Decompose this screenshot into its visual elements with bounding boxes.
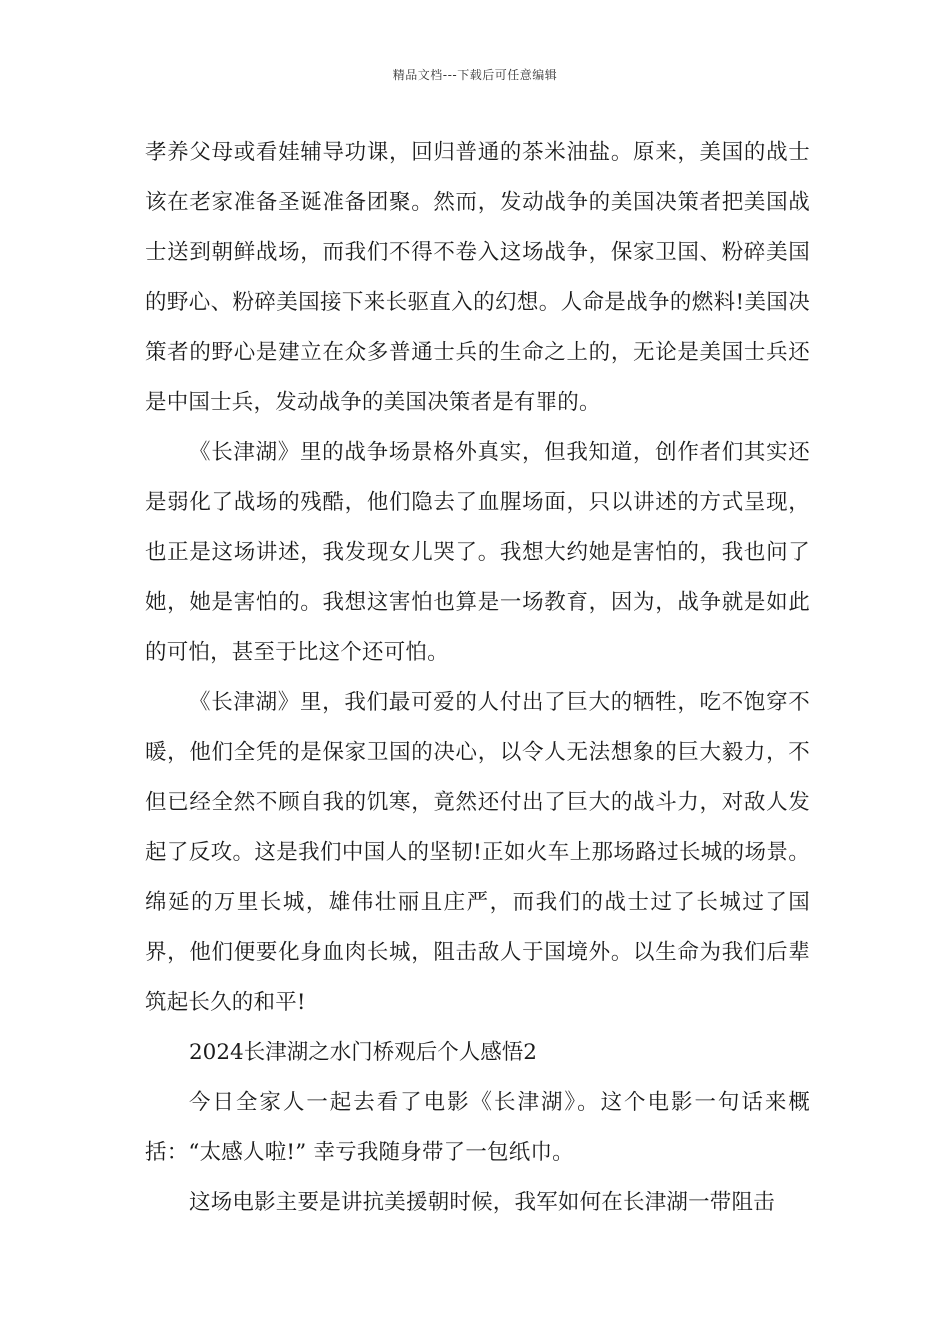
paragraph-1: 孝养父母或看娃辅导功课，回归普通的茶米油盐。原来，美国的战士该在老家准备圣诞准备团聚。然而，发动战争的美国决策者把美国战士送到朝鲜战场，而我们不得不卷入这场战争，保家卫国、粉碎美国的野心、粉碎美国接下来长驱直入的幻想。人命是战争的燃料!美国决策者的野心是建立在众多普通士兵的生命之上的，无论是美国士兵还是中国士兵，发动战争的美国决策者是有罪的。 [145,140,810,415]
paragraph-2: 《长津湖》里的战争场景格外真实，但我知道，创作者们其实还是弱化了战场的残酷，他们隐去了血腥场面，只以讲述的方式呈现，也正是这场讲述，我发现女儿哭了。我想大约她是害怕的，我也问了她，她是害怕的。我想这害怕也算是一场教育，因为，战争就是如此的可怕，甚至于比这个还可怕。 [145,440,810,665]
section-title: 2024长津湖之水门桥观后个人感悟2 [189,1040,537,1065]
paragraph-3: 《长津湖》里，我们最可爱的人付出了巨大的牺牲，吃不饱穿不暖，他们全凭的是保家卫国的决心，以令人无法想象的巨大毅力，不但已经全然不顾自我的饥寒，竟然还付出了巨大的战斗力，对敌人发起了反攻。这是我们中国人的坚韧!正如火车上那场路过长城的场景。绵延的万里长城，雄伟壮丽且庄严，而我们的战士过了长城过了国界，他们便要化身血肉长城，阻击敌人于国境外。以生命为我们后辈筑起长久的和平! [145,690,810,1015]
document-body [145,128,810,1228]
paragraph-4: 今日全家人一起去看了电影《长津湖》。这个电影一句话来概括：“太感人啦!” 幸亏我随身带了一包纸巾。 [145,1090,810,1165]
page-header: 精品文档---下载后可任意编辑 [392,68,558,82]
paragraph-5: 这场电影主要是讲抗美援朝时候，我军如何在长津湖一带阻击 [189,1190,775,1215]
